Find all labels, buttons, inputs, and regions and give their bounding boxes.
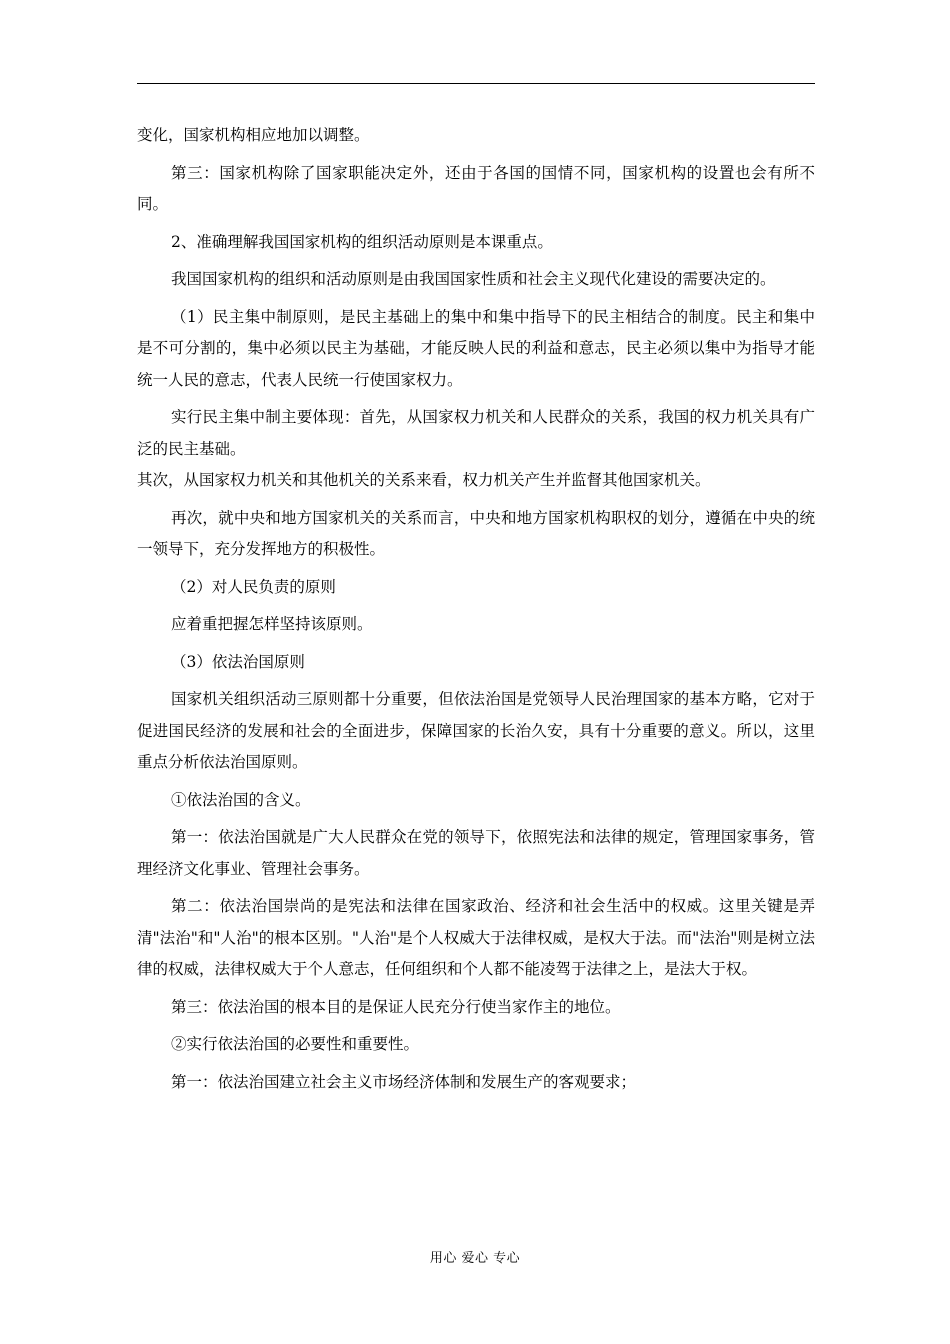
paragraph: 第三：依法治国的根本目的是保证人民充分行使当家作主的地位。 bbox=[171, 997, 621, 1016]
header-rule bbox=[137, 83, 815, 84]
paragraph: 2、准确理解我国国家机构的组织活动原则是本课重点。 bbox=[171, 232, 553, 251]
paragraph: （3）依法治国原则 bbox=[171, 652, 305, 671]
paragraph: 我国国家机构的组织和活动原则是由我国国家性质和社会主义现代化建设的需要决定的。 bbox=[171, 270, 776, 288]
paragraph: 再次，就中央和地方国家机关的关系而言，中央和地方国家机构职权的划分，遵循在中央的统一领导下，充分发挥地方的积极性。 bbox=[137, 508, 815, 558]
paragraph: 变化，国家机构相应地加以调整。 bbox=[137, 126, 370, 144]
paragraph: 第一：依法治国建立社会主义市场经济体制和发展生产的客观要求； bbox=[171, 1072, 637, 1091]
paragraph: 应着重把握怎样坚持该原则。 bbox=[171, 615, 373, 633]
paragraph: ①依法治国的含义。 bbox=[171, 790, 311, 809]
page-footer: 用心 爱心 专心 bbox=[429, 1251, 521, 1266]
paragraph: 第二：依法治国崇尚的是宪法和法律在国家政治、经济和社会生活中的权威。这里关键是弄清"法治"和"人治"的根本区别。"人治"是个人权威大于法律权威，是权大于法。而"法治"则是树立法律的权威，法律权威大于个人意志，任何组织和个人都不能凌驾于法律之上，是法大于权。 bbox=[137, 897, 815, 978]
paragraph: 第三：国家机构除了国家职能决定外，还由于各国的国情不同，国家机构的设置也会有所不同。 bbox=[137, 163, 815, 213]
paragraph: 第一：依法治国就是广大人民群众在党的领导下，依照宪法和法律的规定，管理国家事务，管理经济文化事业、管理社会事务。 bbox=[137, 828, 815, 878]
paragraph: 其次，从国家权力机关和其他机关的关系来看，权力机关产生并监督其他国家机关。 bbox=[137, 471, 711, 489]
paragraph: （2）对人民负责的原则 bbox=[171, 577, 336, 596]
paragraph: 实行民主集中制主要体现：首先，从国家权力机关和人民群众的关系，我国的权力机关具有广泛的民主基础。 bbox=[137, 408, 815, 458]
document-body bbox=[137, 120, 815, 1104]
paragraph: （1）民主集中制原则，是民主基础上的集中和集中指导下的民主相结合的制度。民主和集中是不可分割的，集中必须以民主为基础，才能反映人民的利益和意志，民主必须以集中为指导才能统一人民的意志，代表人民统一行使国家权力。 bbox=[137, 307, 815, 389]
paragraph: ②实行依法治国的必要性和重要性。 bbox=[171, 1035, 420, 1053]
paragraph: 国家机关组织活动三原则都十分重要，但依法治国是党领导人民治理国家的基本方略，它对于促进国民经济的发展和社会的全面进步，保障国家的长治久安，具有十分重要的意义。所以，这里重点分析依法治国原则。 bbox=[137, 690, 815, 771]
